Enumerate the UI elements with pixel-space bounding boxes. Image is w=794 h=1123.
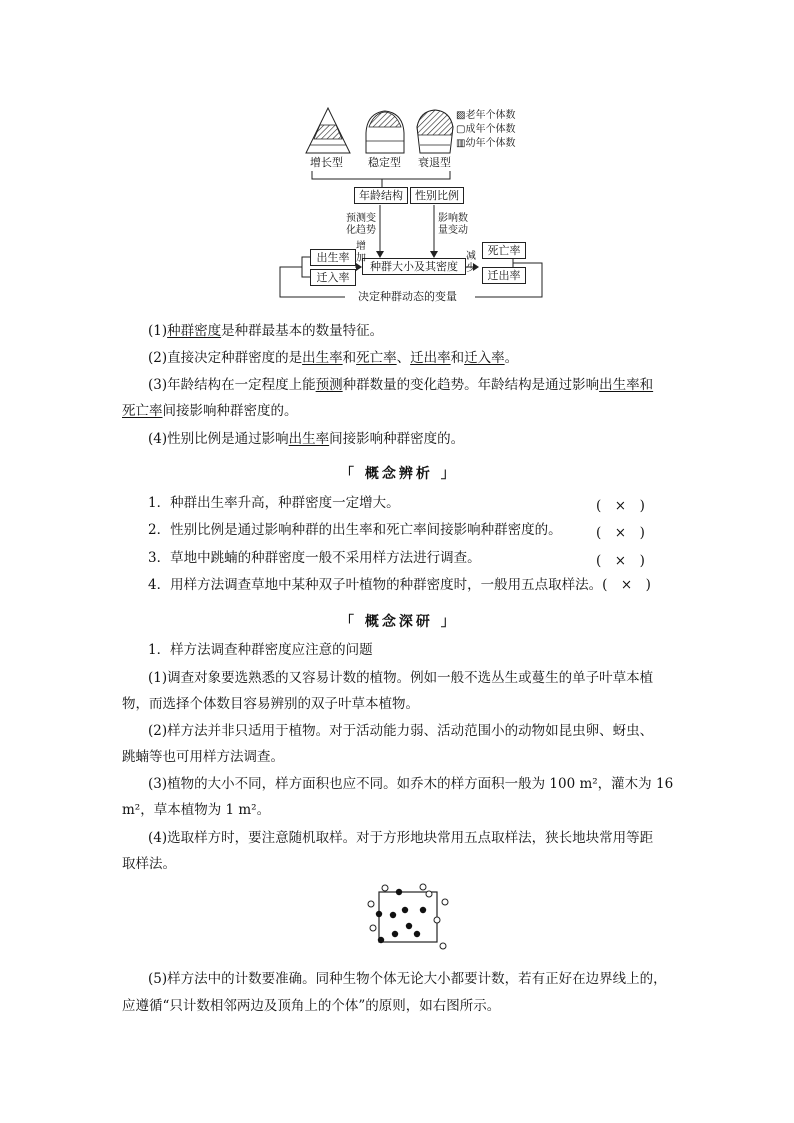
judgment-4: 4．用样方法调查草地中某种双子叶植物的种群密度时，一般用五点取样法。( × )	[148, 577, 651, 593]
label-stable: 稳定型	[368, 156, 401, 169]
outside-dot	[442, 899, 448, 905]
emigration-box: 迁出率	[482, 267, 526, 284]
counted-dot	[378, 937, 384, 943]
judgment-3: 3．草地中跳蝻的种群密度一般不采用样方法进行调查。	[148, 550, 481, 566]
counted-dot	[376, 911, 382, 917]
immigration-box: 迁入率	[310, 269, 356, 286]
outside-dot	[420, 884, 426, 890]
outside-dot	[382, 885, 388, 891]
point-2: (2)直接决定种群密度的是出生率和死亡率、迁出率和迁入率。	[148, 350, 519, 366]
legend-adult: ▢成年个体数	[456, 124, 516, 135]
research-2b: 跳蝻等也可用样方法调查。	[122, 749, 284, 765]
outside-dot	[434, 917, 440, 923]
counted-dot	[392, 931, 398, 937]
research-4b: 取样法。	[122, 856, 176, 872]
counted-dot	[406, 923, 412, 929]
decrease-label: 减 少	[466, 251, 476, 274]
research-2a: (2)样方法并非只适用于植物。对于活动能力弱、活动范围小的动物如昆虫卵、蚜虫、	[148, 723, 654, 739]
research-1b: 物，而选择个体数目容易辨别的双子叶草本植物。	[122, 696, 419, 712]
bottom-label: 决定种群动态的变量	[354, 291, 461, 303]
population-diagram	[270, 105, 550, 305]
judgment-3-answer: ( × )	[596, 553, 645, 569]
research-5a: (5)样方法中的计数要准确。同种生物个体无论大小都要计数，若有正好在边界线上的，	[148, 971, 667, 987]
judgment-1-answer: ( × )	[596, 498, 645, 514]
section-concept-analysis: 「 概念辨析 」	[340, 466, 458, 482]
judgment-2-answer: ( × )	[596, 525, 645, 541]
point-1: (1)种群密度是种群最基本的数量特征。	[148, 323, 384, 339]
increase-label: 增 加	[356, 241, 366, 264]
section-concept-research: 「 概念深研 」	[340, 614, 458, 630]
counted-dot	[420, 907, 426, 913]
growing-pyramid-icon	[306, 108, 350, 153]
counted-dot	[396, 889, 402, 895]
affect-text: 影响数 量变动	[438, 213, 468, 236]
research-5b: 应遵循“只计数相邻两边及顶角上的个体”的原则，如右图所示。	[122, 998, 501, 1014]
judgment-1: 1．种群出生率升高，种群密度一定增大。	[148, 495, 400, 511]
point-4: (4)性别比例是通过影响出生率间接影响种群密度的。	[148, 431, 465, 447]
judgment-2: 2．性别比例是通过影响种群的出生率和死亡率间接影响种群密度的。	[148, 522, 562, 538]
point-3: (3)年龄结构在一定程度上能预测种群数量的变化趋势。年龄结构是通过影响出生率和	[148, 377, 654, 393]
counted-dot	[414, 931, 420, 937]
label-declining: 衰退型	[418, 156, 451, 169]
sex-ratio-box: 性别比例	[410, 187, 464, 204]
outside-dot	[426, 891, 432, 897]
counted-dot	[402, 907, 408, 913]
outside-dot	[440, 943, 446, 949]
point-3-cont: 死亡率间接影响种群密度的。	[122, 403, 298, 419]
research-heading: 1．样方法调查种群密度应注意的问题	[148, 642, 373, 658]
death-rate-box: 死亡率	[482, 242, 526, 259]
predict-text: 预测变 化趋势	[346, 213, 376, 236]
research-3a: (3)植物的大小不同，样方面积也应不同。如乔木的样方面积一般为 100 m²，灌木为 16	[148, 776, 674, 792]
legend-old: ▨老年个体数	[456, 110, 516, 121]
stable-pyramid-icon	[366, 111, 404, 153]
legend-young: ▥幼年个体数	[456, 138, 516, 149]
quadrat-counting-figure	[365, 882, 455, 952]
research-1a: (1)调查对象要选熟悉的又容易计数的植物。例如一般不选丛生或蔓生的单子叶草本植	[148, 670, 654, 686]
outside-dot	[368, 901, 374, 907]
center-box: 种群大小及其密度	[362, 258, 466, 275]
counted-dot	[390, 912, 396, 918]
research-4a: (4)选取样方时，要注意随机取样。对于方形地块常用五点取样法，狭长地块常用等距	[148, 830, 654, 846]
age-structure-box: 年龄结构	[354, 187, 408, 204]
research-3b: m²，草本植物为 1 m²。	[122, 802, 271, 818]
birth-rate-box: 出生率	[310, 249, 356, 266]
declining-pyramid-icon	[417, 110, 453, 153]
outside-dot	[370, 925, 376, 931]
label-growing: 增长型	[310, 156, 343, 169]
